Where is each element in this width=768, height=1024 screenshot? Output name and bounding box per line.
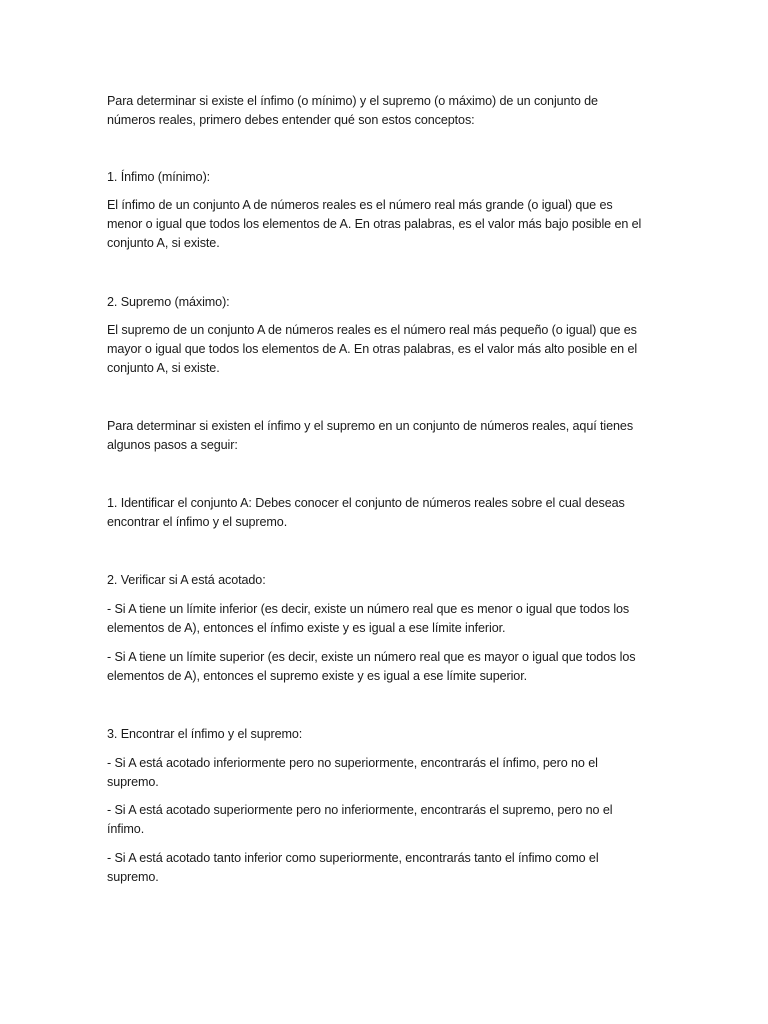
step-3-bullet-3-line-1: - Si A está acotado tanto inferior como superiormente, encontrarás tanto el ínfimo como el: [107, 851, 599, 865]
step-3-bullet-2-line-2: ínfimo.: [107, 822, 145, 836]
step-3-heading: 3. Encontrar el ínfimo y el supremo:: [107, 727, 303, 741]
step-3-bullet-2-line-1: - Si A está acotado superiormente pero no inferiormente, encontrarás el supremo, pero no el: [107, 803, 613, 817]
heading-infimo: 1. Ínfimo (mínimo):: [107, 170, 211, 184]
step-1-line-2: encontrar el ínfimo y el supremo.: [107, 515, 288, 529]
infimo-text-line-3: conjunto A, si existe.: [107, 236, 220, 250]
step-2-bullet-1-line-1: - Si A tiene un límite inferior (es decir, existe un número real que es menor o igual que todos los: [107, 602, 630, 616]
step-3-bullet-1-line-2: supremo.: [107, 775, 159, 789]
step-2-bullet-2-line-2: elementos de A), entonces el supremo existe y es igual a ese límite superior.: [107, 669, 528, 683]
step-2-heading: 2. Verificar si A está acotado:: [107, 573, 266, 587]
steps-intro-line-2: algunos pasos a seguir:: [107, 438, 238, 452]
step-1-line-1: 1. Identificar el conjunto A: Debes conocer el conjunto de números reales sobre el cual deseas: [107, 496, 625, 510]
step-3-bullet-1-line-1: - Si A está acotado inferiormente pero no superiormente, encontrarás el ínfimo, pero no el: [107, 756, 598, 770]
heading-supremo: 2. Supremo (máximo):: [107, 295, 230, 309]
step-3-bullet-3-line-2: supremo.: [107, 870, 159, 884]
intro-line-2: números reales, primero debes entender qué son estos conceptos:: [107, 113, 475, 127]
supremo-text-line-3: conjunto A, si existe.: [107, 361, 220, 375]
intro-line-1: Para determinar si existe el ínfimo (o mínimo) y el supremo (o máximo) de un conjunto de: [107, 94, 598, 108]
step-2-bullet-2-line-1: - Si A tiene un límite superior (es decir, existe un número real que es mayor o igual que todos los: [107, 650, 636, 664]
step-2-bullet-1-line-2: elementos de A), entonces el ínfimo existe y es igual a ese límite inferior.: [107, 621, 506, 635]
supremo-text-line-2: mayor o igual que todos los elementos de A. En otras palabras, es el valor más alto posible en el: [107, 342, 638, 356]
infimo-text-line-1: El ínfimo de un conjunto A de números reales es el número real más grande (o igual) que es: [107, 198, 613, 212]
infimo-text-line-2: menor o igual que todos los elementos de A. En otras palabras, es el valor más bajo posible en el: [107, 217, 642, 231]
supremo-text-line-1: El supremo de un conjunto A de números reales es el número real más pequeño (o igual) que es: [107, 323, 637, 337]
steps-intro-line-1: Para determinar si existen el ínfimo y el supremo en un conjunto de números reales, aquí tienes: [107, 419, 634, 433]
